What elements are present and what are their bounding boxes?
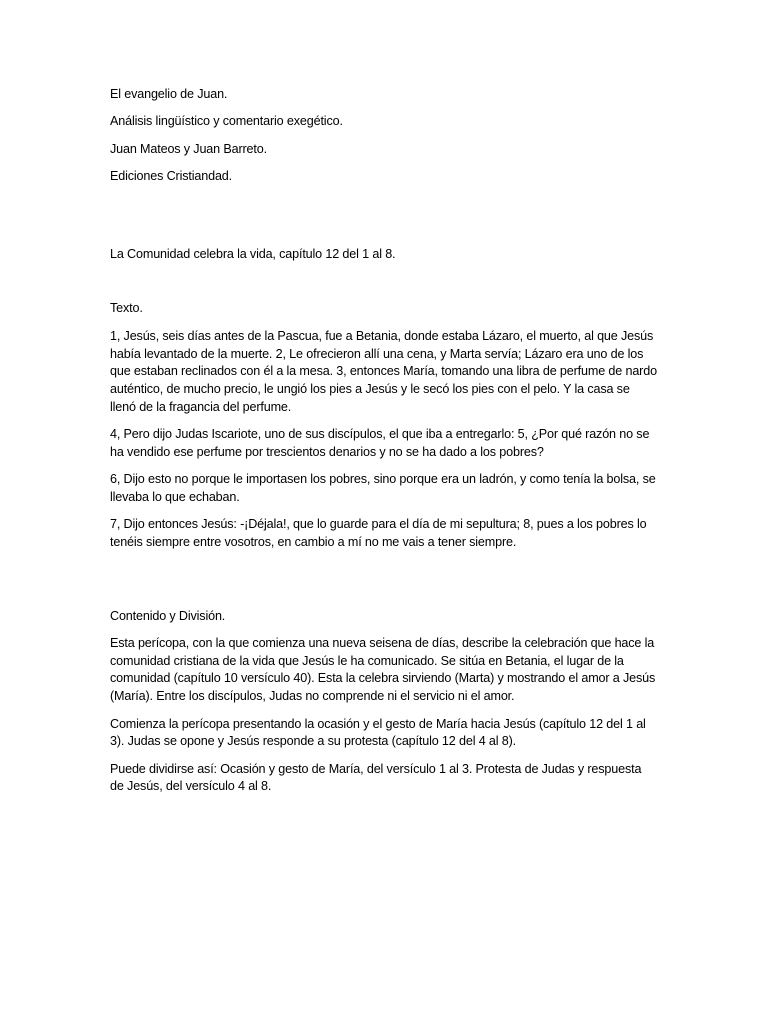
contenido-paragraph: Esta perícopa, con la que comienza una nueva seisena de días, describe la celebración que hace la comunidad cristiana de la vida que Jesús le ha comunicado. Se sitúa en Betania, el lugar de la comunidad (capítulo 10 versículo 40). Esta la celebra sirviendo (Marta) y mostrando el amor a Jesús (María). Entre los discípulos, Judas no comprende ni el servicio ni el amor.	[110, 635, 656, 704]
texto-paragraph: 1, Jesús, seis días antes de la Pascua, fue a Betania, donde estaba Lázaro, el muerto, al que Jesús había levantado de la muerte. 2, Le ofrecieron allí una cena, y Marta servía; Lázaro era uno de los que estaban reclinados con él a la mesa. 3, entonces María, tomando una libra de perfume de nardo auténtico, de mucho precio, le ungió los pies a Jesús y le secó los pies con el pelo. Y la casa se llenó de la fragancia del perfume.	[110, 328, 657, 414]
texto-paragraph: 7, Dijo entonces Jesús: -¡Déjala!, que lo guarde para el día de mi sepultura; 8, pues a los pobres lo tenéis siempre entre vosotros, en cambio a mí no me vais a tener siempre.	[110, 517, 647, 550]
spacer	[110, 195, 658, 246]
spacer	[110, 562, 658, 608]
book-subtitle: Análisis lingüístico y comentario exegético.	[110, 114, 343, 129]
section-title: La Comunidad celebra la vida, capítulo 12 del 1 al 8.	[110, 247, 396, 262]
texto-heading: Texto.	[110, 301, 143, 316]
document-page	[110, 86, 658, 806]
book-title: El evangelio de Juan.	[110, 87, 228, 101]
texto-paragraph: 4, Pero dijo Judas Iscariote, uno de sus discípulos, el que iba a entregarlo: 5, ¿Por qué razón no se ha vendido ese perfume por trescientos denarios y no se ha dado a los pobres?	[110, 427, 650, 460]
spacer	[110, 273, 658, 300]
contenido-heading: Contenido y División.	[110, 608, 226, 623]
book-publisher: Ediciones Cristiandad.	[110, 168, 233, 183]
book-authors: Juan Mateos y Juan Barreto.	[110, 141, 267, 156]
contenido-paragraph: Puede dividirse así: Ocasión y gesto de María, del versículo 1 al 3. Protesta de Judas y respuesta de Jesús, del versículo 4 al 8.	[110, 761, 642, 794]
texto-paragraph: 6, Dijo esto no porque le importasen los pobres, sino porque era un ladrón, y como tenía la bolsa, se llevaba lo que echaban.	[110, 472, 656, 505]
contenido-paragraph: Comienza la perícopa presentando la ocasión y el gesto de María hacia Jesús (capítulo 12 del 1 al 3). Judas se opone y Jesús responde a su protesta (capítulo 12 del 4 al 8).	[110, 716, 646, 749]
